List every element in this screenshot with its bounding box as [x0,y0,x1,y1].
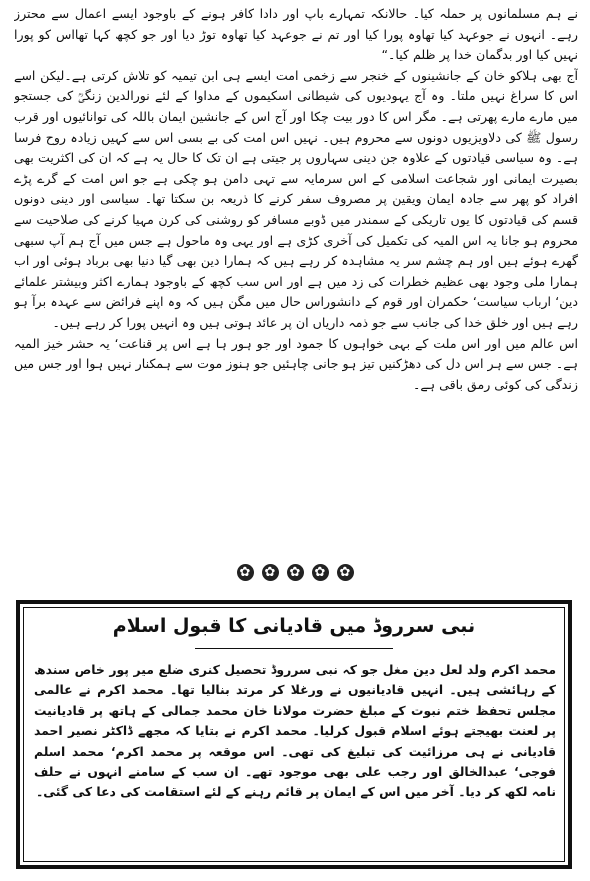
flower-ornament-icon: ✿ [287,564,304,581]
news-box [16,600,572,869]
article-paragraph-1: نے ہم مسلمانوں پر حملہ کیا۔ حالانکہ تمہارے باپ اور دادا کافر ہونے کے باوجود ایسے اعمال سے محترز رہے۔ انہوں نے جوعہد کیا تھاوہ پورا کیا اور تم نے جوعہد کیا تھاوہ توڑ دیا اور جو کچھ کہا تھااس کو پورا نہیں کیا اور بدگمان خدا پر ظلم کیا۔“ [14,6,578,63]
flower-ornament-icon: ✿ [337,564,354,581]
news-box-title: نبی سرروڈ میں قادیانی کا قبول اسلام [112,615,476,637]
news-box-paragraph: محمد اکرم ولد لعل دین مغل جو کہ نبی سرروڈ تحصیل کنری ضلع میر پور خاص سندھ کے رہائشی ہیں۔ انہیں قادیانیوں نے ورغلا کر مرتد بنالیا تھا۔ محمد اکرم نے عالمی مجلس تحفظ ختم نبوت کے مبلغ حضرت مولانا خان محمد جمالی کے ہاتھ پر قادیانیت پر لعنت بھیجتے ہوئے اسلام قبول کرلیا۔ محمد اکرم نے بتایا کہ مجھے ڈاکٹر نصیر احمد قادیانی نے ہی مرزائیت کی تبلیغ کی تھی۔ اس موقعہ پر محمد اکرم‘ محمد اسلم فوجی‘ عبدالخالق اور رجب علی بھی موجود تھے۔ ان سب کے سامنے انہوں نے حلف نامہ لکھ کر دیا۔ آخر میں اس کے ایمان پر قائم رہنے کے لئے استقامت کی دعا کی گئی۔ [34,662,556,800]
flower-ornament-icon: ✿ [237,564,254,581]
section-divider-ornaments [0,564,590,581]
article-body [14,4,578,552]
news-box-body [34,660,556,859]
title-underline [195,648,393,649]
flower-ornament-icon: ✿ [262,564,279,581]
flower-ornament-icon: ✿ [312,564,329,581]
article-paragraph-2: آج بھی ہلاکو خان کے جانشینوں کے خنجر سے زخمی امت ایسے ہی ابن تیمیہ کو تلاش کرتی ہے۔لیکن اسے اس کا سراغ نہیں ملتا۔ وہ آج یہودیوں کی شیطانی اسکیموں کے مداوا کے لئے نورالدین زنگیؒ کی جستجو میں مارے مارے پھرتی ہے۔ مگر اس کا دور بیت چکا اور آج اس کے جانشین ایمان باللہ کی توانائیوں اور قرب رسول ﷺ کی دلاویزیوں دونوں سے محروم ہیں۔ نہیں اس امت کی بے بسی اس سے کہیں زیادہ روح فرسا ہے۔ وہ سیاسی قیادتوں کے علاوہ جن دینی سہاروں پر جیتی ہے ان تک کا حال یہ ہے کہ ان کی اکثریت بھی بصیرت ایمانی اور شجاعت اسلامی کے اس سرمایہ سے تہی دامن ہو چکی ہے جو اس امت کے گرے پڑے افراد کو پھر سے جادہ ایمان ویقین پر مصروف سفر کرنے کا ذریعہ بن سکتا تھا۔ سیاسی اور دینی دونوں قسم کی قیادتوں کا یوں تاریکی کے سمندر میں ڈوبے مسافر کو روشنی کی کرن مہیا کرنے کی صلاحیت سے محروم ہو جانا یہ اس المیہ کی تکمیل کی آخری کڑی ہے اور یہی وہ ماحول ہے جس میں آج ہم آپ سبھی گھرے ہوئے ہیں اور ہم چشم سر یہ مشاہدہ کر رہے ہیں کہ ہمارا دین بھی گیا دنیا بھی برباد ہوئی اور اب ہمارا ملی وجود بھی عظیم خطرات کی زد میں ہے اور اس سب کچھ کے باوجود ہمارے اکثر وبیشتر علمائے دین‘ ارباب سیاست‘ حکمران اور قوم کے دانشوراس حال میں مگن ہیں کہ وہ اپنے فرائض سے عہدہ برآ ہو رہے ہیں اور خلق خدا کی جانب سے جو ذمہ داریاں ان پر عائد ہوتی ہیں وہ انہیں پورا کر رہے ہیں۔ [14,67,578,330]
article-paragraph-3: اس عالم میں اور اس ملت کے بہی خواہوں کا جمود اور جو ہور ہا ہے اس پر قناعت‘ یہ حشر خیز المیہ ہے۔ جس سے ہر اس دل کی دھڑکنیں تیز ہو جانی چاہئیں جو ہنوز موت سے ہمکنار نہیں ہوا اور جس میں زندگی کی کوئی رمق باقی ہے۔ [14,335,578,392]
